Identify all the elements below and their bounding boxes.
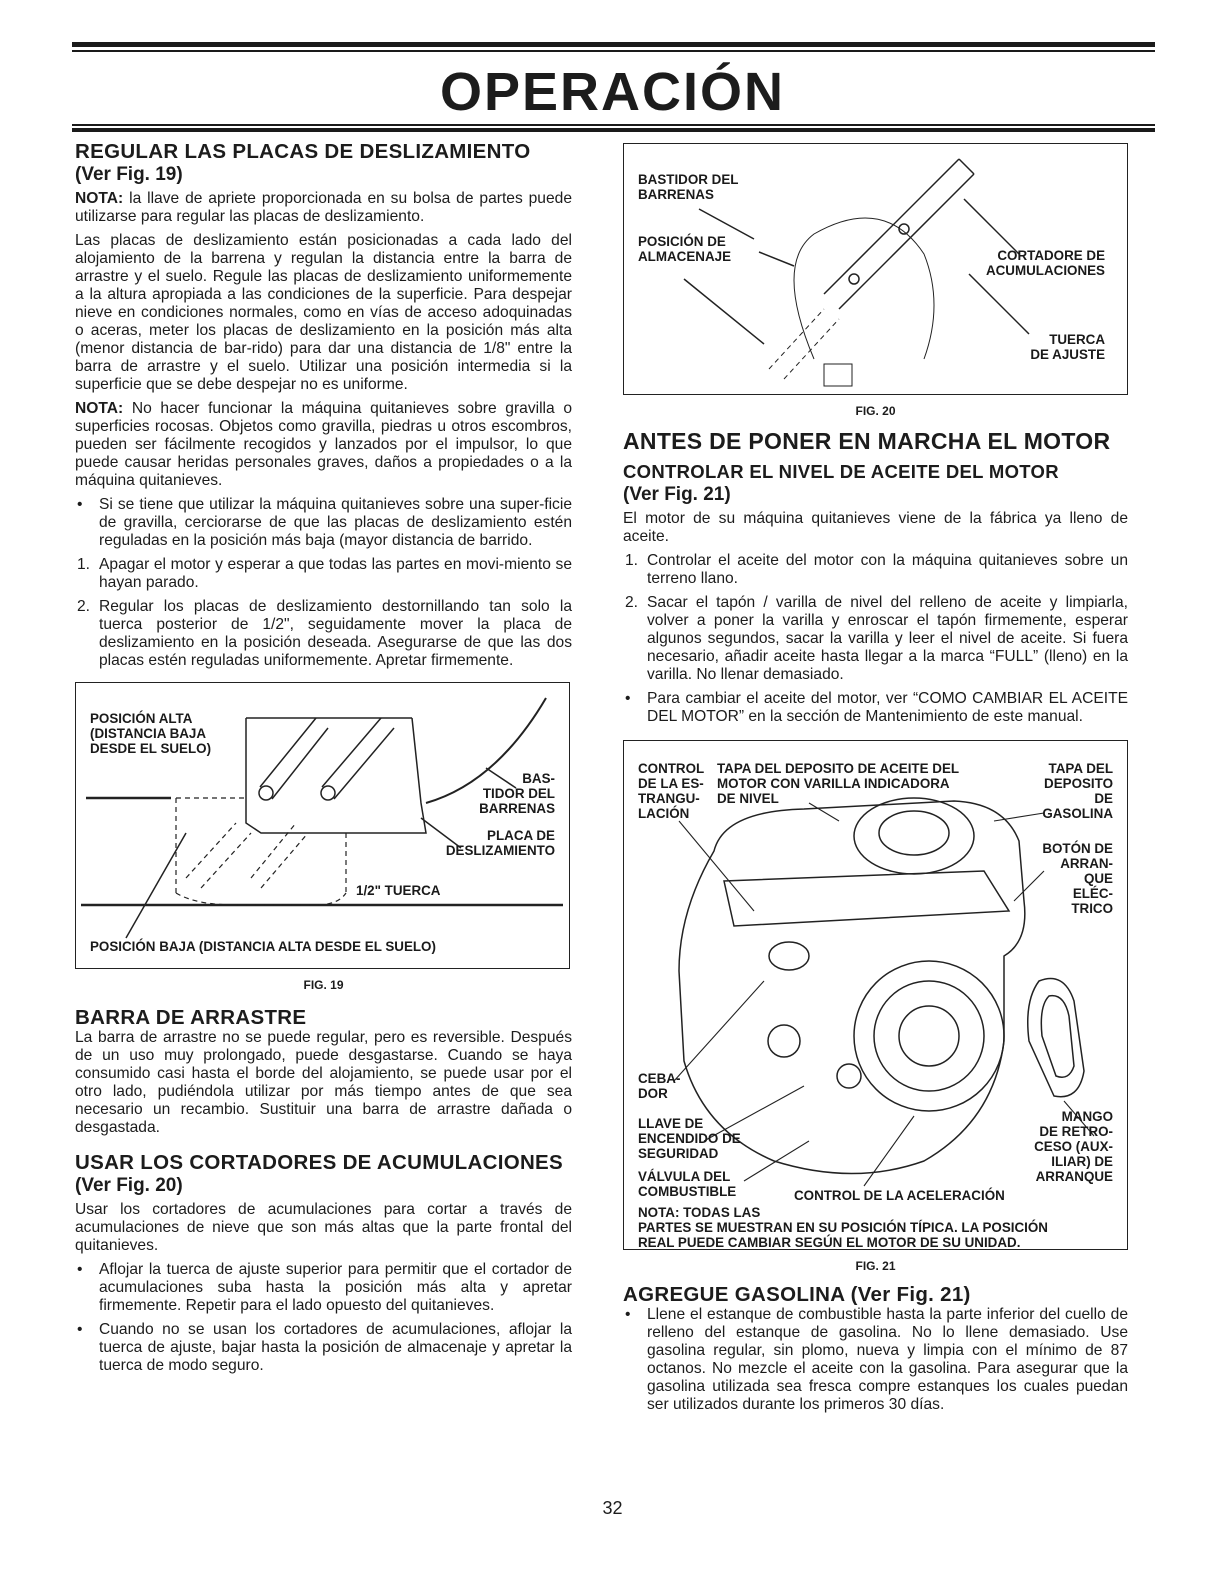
page-title: OPERACIÓN bbox=[439, 62, 786, 122]
label-half-inch-nut: 1/2" TUERCA bbox=[356, 883, 441, 898]
section-heading-drift-cutters: USAR LOS CORTADORES DE ACUMULACIONES bbox=[75, 1151, 564, 1174]
label-oil-cap: TAPA DEL DEPOSITO DE ACEITE DEL MOTOR CON VARILLA INDICADORA DE NIVEL bbox=[717, 761, 960, 806]
label-storage-position: POSICIÓN DE ALMACENAJE bbox=[638, 234, 731, 264]
figure-20-caption: FIG. 20 bbox=[855, 404, 896, 418]
fig-ref-19: (Ver Fig. 19) bbox=[75, 164, 183, 185]
label-choke-control: CONTROL DE LA ES- TRANGU- LACIÓN bbox=[638, 761, 705, 821]
label-high-position: POSICIÓN ALTA (DISTANCIA BAJA DESDE EL SUELO) bbox=[90, 711, 212, 756]
figure-20 bbox=[623, 143, 1128, 395]
label-low-position: POSICIÓN BAJA (DISTANCIA ALTA DESDE EL SUELO) bbox=[90, 939, 436, 954]
label-fuel-valve: VÁLVULA DEL COMBUSTIBLE bbox=[638, 1169, 737, 1199]
list-item: • Cuando no se usan los cortadores de acumulaciones, aflojar la tuerca de ajuste, bajar hasta la posición de almacenaje y apretar la tuerca de modo seguro. bbox=[77, 1321, 572, 1374]
list-item: 2. Sacar el tapón / varilla de nivel del relleno de aceite y limpiarla, volver a poner la varilla y enroscar el tapón firmemente, esperar algunos segundos, sacar la varilla y leer el nivel de aceite. Si fuera necesario, añadir aceite hasta llegar a la marca “FULL” (lleno) en la varilla. No llenar demasiado. bbox=[625, 594, 1128, 683]
left-column bbox=[75, 140, 572, 1381]
section-heading-shave-plate: BARRA DE ARRASTRE bbox=[75, 1006, 307, 1029]
fig-ref-21: (Ver Fig. 21) bbox=[623, 484, 731, 505]
section-heading-skid-plates: REGULAR LAS PLACAS DE DESLIZAMIENTO bbox=[75, 140, 531, 163]
figure-21-caption: FIG. 21 bbox=[855, 1259, 896, 1273]
list-item: • Aflojar la tuerca de ajuste superior para permitir que el cortador de acumulaciones suba hasta la posición más alta y apretar firmemente. Repetir para el lado opuesto del quitanieves. bbox=[77, 1261, 572, 1314]
label-auger-frame: BASTIDOR DEL BARRENAS bbox=[638, 172, 739, 202]
list-item: 2. Regular los placas de deslizamiento destornillando tan solo la tuerca posterior de 1/2", seguidamente mover la placa de deslizamiento en la posición deseada. Asegurarse de que las dos placas estén reguladas uniformemente. Apretar firmemente. bbox=[77, 598, 572, 669]
label-safety-key: LLAVE DE ENCENDIDO DE SEGURIDAD bbox=[638, 1116, 741, 1161]
label-electric-start: BOTÓN DE ARRAN- QUE ELÉC- TRICO bbox=[1042, 841, 1113, 916]
label-throttle: CONTROL DE LA ACELERACIÓN bbox=[794, 1188, 1005, 1203]
label-fuel-cap: TAPA DEL DEPOSITO DE GASOLINA bbox=[1042, 761, 1113, 821]
section-heading-add-gasoline: AGREGUE GASOLINA (Ver Fig. 21) bbox=[623, 1283, 971, 1306]
oil-steps-list bbox=[623, 552, 1128, 684]
top-rule-thin bbox=[72, 50, 1155, 52]
right-column bbox=[623, 143, 1128, 1420]
figure-21 bbox=[623, 740, 1128, 1250]
oil-change-bullet bbox=[623, 690, 1128, 726]
section-heading-before-start: ANTES DE PONER EN MARCHA EL MOTOR bbox=[623, 428, 1111, 454]
page-number: 32 bbox=[602, 1498, 623, 1518]
label-drift-cutter: CORTADORE DE ACUMULACIONES bbox=[985, 248, 1105, 278]
gasoline-bullet bbox=[623, 1306, 1128, 1414]
figure-19-caption: FIG. 19 bbox=[303, 978, 344, 992]
section-heading-oil-level: CONTROLAR EL NIVEL DE ACEITE DEL MOTOR bbox=[623, 461, 1059, 482]
gravel-bullet-list bbox=[75, 496, 572, 550]
label-recoil-handle: MANGO DE RETRO- CESO (AUX- ILIAR) DE ARRANQUE bbox=[1034, 1109, 1113, 1184]
skid-plates-paragraph: Las placas de deslizamiento están posicionadas a cada lado del alojamiento de la barrena y regulan la distancia entre la barra de arrastre y el suelo. Regule las placas de deslizamiento uniformemente a la altura apropiada a las condiciones de la superficie. Para despejar nieve en condiciones normales, como en vías de acceso adoquinadas o aceras, meter los placas de deslizamiento en la posición más alta (menor distancia de bar-rido) para dar una distancia de 1/8" entre la barra de arrastre y el suelo. Utilizar una posición intermedia si la superficie que se debe despejar no es uniforme. bbox=[75, 232, 572, 393]
label-adjust-nut: TUERCA DE AJUSTE bbox=[1030, 332, 1105, 362]
figure-19 bbox=[75, 682, 570, 969]
title-rule-thin bbox=[72, 124, 1155, 126]
plate-outline bbox=[246, 718, 426, 833]
list-item: 1. Controlar el aceite del motor con la máquina quitanieves sobre un terreno llano. bbox=[625, 552, 1128, 587]
list-item: 1. Apagar el motor y esperar a que todas las partes en movi-miento se hayan parado. bbox=[77, 556, 572, 591]
label-auger-frame: BAS- TIDOR DEL BARRENAS bbox=[479, 771, 555, 816]
label-skid-plate: PLACA DE DESLIZAMIENTO bbox=[445, 828, 555, 858]
figure-21-note: NOTA: TODAS LAS PARTES SE MUESTRAN EN SU POSICIÓN TÍPICA. LA POSICIÓN REAL PUEDE CAMBIAR SEGÚN EL MOTOR DE SU UNIDAD. bbox=[638, 1205, 1048, 1250]
shave-plate-paragraph: La barra de arrastre no se puede regular, pero es reversible. Después de un uso muy prolongado, puede desgastarse. Cuando se haya consumido casi hasta el borde del alojamiento, se puede usar por el otro lado, pudiéndola utilizar por más tiempo antes de que sea necesario un recambio. Sustituir una barra de arrastre dañada o desgastada. bbox=[75, 1029, 572, 1136]
top-rule-thick bbox=[72, 42, 1155, 47]
drift-cutters-bullets bbox=[75, 1261, 572, 1375]
fig-ref-20: (Ver Fig. 20) bbox=[75, 1175, 183, 1196]
note-paragraph-2: NOTA: No hacer funcionar la máquina quitanieves sobre gravilla o superficies rocosas. Objetos como gravilla, piedras u otros escombros, pueden ser fácilmente recogidos y lanzados por el impulsor, lo que puede causar heridas personales graves, daños a propiedades o a la máquina quitanieves. bbox=[75, 400, 572, 489]
note-paragraph-1: NOTA: la llave de apriete proporcionada en su bolsa de partes puede utilizarse para regular las placas de deslizamiento. bbox=[75, 190, 572, 225]
label-primer: CEBA- DOR bbox=[638, 1071, 681, 1101]
list-item: • Llene el estanque de combustible hasta la parte inferior del cuello de relleno del estanque de gasolina. No lo llene demasiado. Use gasolina regular, sin plomo, nueva y limpia con el mínimo de 87 octanos. No mezcle el aceite con la gasolina. Para asegurar que la gasolina utilizada sea fresca compre estanques los cuales puedan ser utilizados durante los primeros 30 días. bbox=[625, 1306, 1128, 1413]
oil-intro-paragraph: El motor de su máquina quitanieves viene de la fábrica ya lleno de aceite. bbox=[623, 510, 1128, 545]
drift-cutters-paragraph: Usar los cortadores de acumulaciones para cortar a través de acumulaciones de nieve que son más altas que la parte frontal del quitanieves. bbox=[75, 1201, 572, 1254]
title-rule-thick bbox=[72, 128, 1155, 132]
list-item: • Para cambiar el aceite del motor, ver “COMO CAMBIAR EL ACEITE DEL MOTOR” en la sección de Mantenimiento de este manual. bbox=[625, 690, 1128, 725]
list-item: • Si se tiene que utilizar la máquina quitanieves sobre una super-ficie de gravilla, cerciorarse de que las placas de deslizamiento estén reguladas en la posición más baja (mayor distancia de barrido. bbox=[77, 496, 572, 549]
skid-steps-list bbox=[75, 556, 572, 670]
